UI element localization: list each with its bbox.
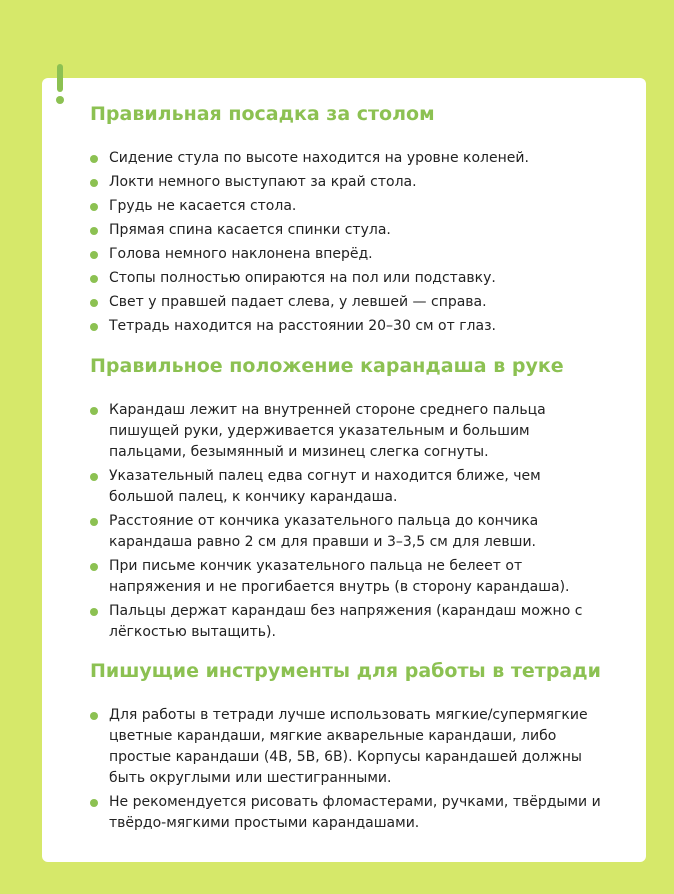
list-item: Прямая спина касается спинки стула. (90, 220, 610, 241)
bullet-icon (90, 203, 98, 211)
bullet-icon (90, 299, 98, 307)
bullet-icon (90, 155, 98, 163)
list-item: Не рекомендуется рисовать фломастерами, ручками, твёрдыми и твёрдо-мягкими простыми карандашами. (90, 792, 610, 834)
list-item: Свет у правшей падает слева, у левшей — справа. (90, 292, 610, 313)
bullet-icon (90, 179, 98, 187)
exclamation-icon (52, 64, 68, 108)
bullet-icon (90, 275, 98, 283)
section-title: Правильное положение карандаша в руке (90, 355, 564, 377)
bullet-list (90, 400, 610, 643)
bullet-icon (90, 473, 98, 481)
list-item: Стопы полностью опираются на пол или подставку. (90, 268, 610, 289)
list-item: Пальцы держат карандаш без напряжения (карандаш можно с лёгкостью вытащить). (90, 601, 610, 643)
list-item: При письме кончик указательного пальца не белеет от напряжения и не прогибается внутрь (в сторону карандаша). (90, 556, 610, 598)
bullet-list (90, 705, 610, 834)
bullet-icon (90, 407, 98, 415)
section-title: Пишущие инструменты для работы в тетради (90, 660, 601, 682)
bullet-icon (90, 712, 98, 720)
section-seating (90, 102, 610, 340)
list-item: Голова немного наклонена вперёд. (90, 244, 610, 265)
section-pencil-grip (90, 354, 610, 646)
bullet-icon (90, 799, 98, 807)
list-item: Локти немного выступают за край стола. (90, 172, 610, 193)
section-writing-tools (90, 659, 610, 837)
list-item: Указательный палец едва согнут и находится ближе, чем большой палец, к кончику карандаша. (90, 466, 610, 508)
list-item: Грудь не касается стола. (90, 196, 610, 217)
list-item: Сидение стула по высоте находится на уровне коленей. (90, 148, 610, 169)
list-item: Для работы в тетради лучше использовать мягкие/супермягкие цветные карандаши, мягкие акварельные карандаши, либо простые карандаши (4B, 5B, 6B). Корпусы карандашей должны быть округлыми или шестигранными. (90, 705, 610, 789)
list-item: Расстояние от кончика указательного пальца до кончика карандаша равно 2 см для правши и 3–3,5 см для левши. (90, 511, 610, 553)
bullet-icon (90, 563, 98, 571)
list-item: Карандаш лежит на внутренней стороне среднего пальца пишущей руки, удерживается указательным и большим пальцами, безымянный и мизинец слегка согнуты. (90, 400, 610, 463)
bullet-list (90, 148, 610, 337)
bullet-icon (90, 608, 98, 616)
bullet-icon (90, 323, 98, 331)
list-item: Тетрадь находится на расстоянии 20–30 см от глаз. (90, 316, 610, 337)
bullet-icon (90, 518, 98, 526)
bullet-icon (90, 251, 98, 259)
bullet-icon (90, 227, 98, 235)
section-title: Правильная посадка за столом (90, 103, 435, 125)
